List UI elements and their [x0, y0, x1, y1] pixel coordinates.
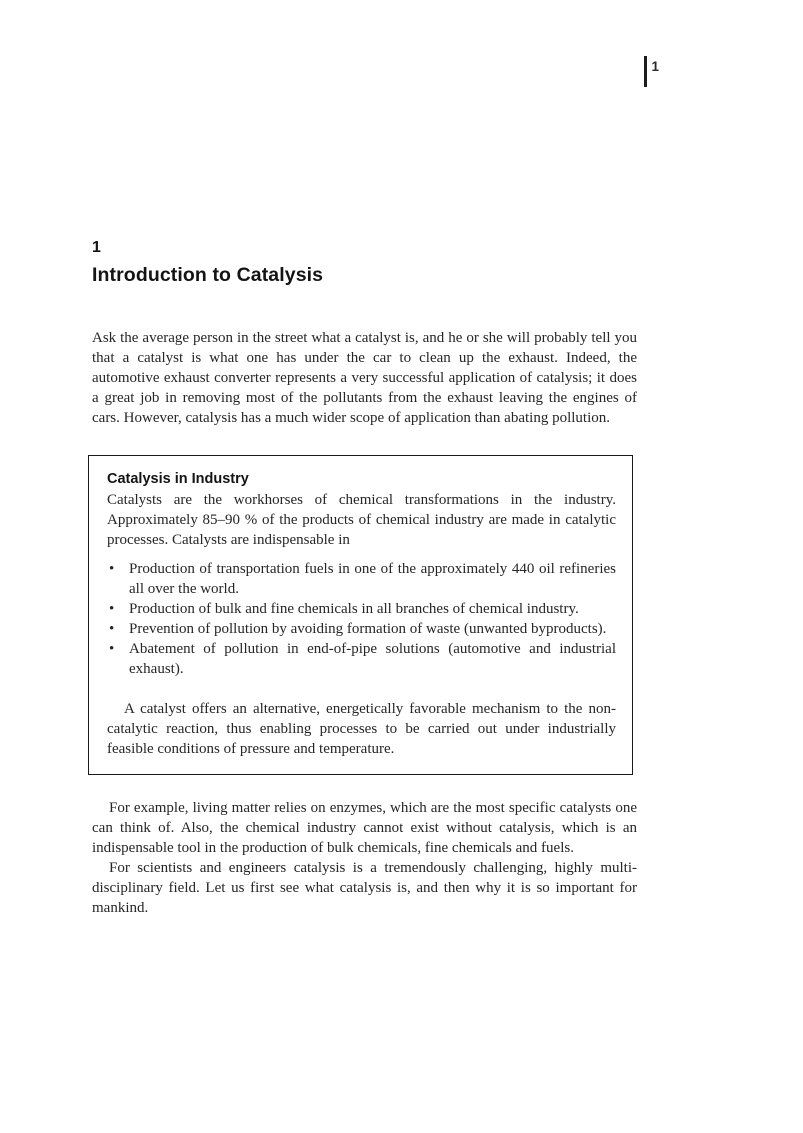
- list-item: [107, 619, 616, 639]
- list-item: [107, 639, 616, 679]
- page-number-rule: [644, 56, 647, 87]
- list-item-text: Production of transportation fuels in one of the approximately 440 oil refineries all over the world.: [129, 561, 616, 597]
- list-item-text: Abatement of pollution in end-of-pipe solutions (automotive and industrial exhaust).: [129, 641, 616, 677]
- bullet-icon: •: [109, 601, 115, 617]
- bullet-icon: •: [109, 641, 115, 657]
- box-heading: Catalysis in Industry: [107, 471, 249, 487]
- list-item-text: Production of bulk and fine chemicals in all branches of chemical industry.: [129, 601, 579, 617]
- content-column: [92, 238, 637, 918]
- box-closing-paragraph: A catalyst offers an alternative, energetically favorable mechanism to the non-catalytic reaction, thus enabling processes to be carried out under industrially feasible conditions of pressure and temperature.: [107, 701, 616, 757]
- bullet-icon: •: [109, 561, 115, 577]
- page-number-block: [644, 56, 659, 87]
- bullet-icon: •: [109, 621, 115, 637]
- paragraph-intro: Ask the average person in the street what a catalyst is, and he or she will probably tell you that a catalyst is what one has under the car to clean up the exhaust. Indeed, the automotive exhaust converter represents a very successful application of catalysis; it does a great job in removing most of the pollutants from the exhaust leaving the engines of cars. However, catalysis has a much wider scope of application than abating pollution.: [92, 330, 637, 426]
- box-lead-paragraph: Catalysts are the workhorses of chemical transformations in the industry. Approximately 85–90 % of the products of chemical industry are made in catalytic processes. Catalysts are indispensable in: [107, 492, 616, 548]
- chapter-title: Introduction to Catalysis: [92, 264, 324, 286]
- paragraph-scientists: For scientists and engineers catalysis is a tremendously challenging, highly multi-disciplinary field. Let us first see what catalysis is, and then why it is so important for mankind.: [92, 860, 637, 916]
- page-number: 1: [651, 59, 660, 74]
- list-item: [107, 559, 616, 599]
- box-bullet-list: [107, 559, 616, 679]
- list-item: [107, 599, 616, 619]
- paragraph-example: For example, living matter relies on enzymes, which are the most specific catalysts one can think of. Also, the chemical industry cannot exist without catalysis, which is an indispensable tool in the production of bulk chemicals, fine chemicals and fuels.: [92, 800, 637, 856]
- chapter-number: 1: [92, 239, 101, 256]
- catalysis-in-industry-box: [88, 455, 633, 775]
- list-item-text: Prevention of pollution by avoiding formation of waste (unwanted byproducts).: [129, 621, 607, 637]
